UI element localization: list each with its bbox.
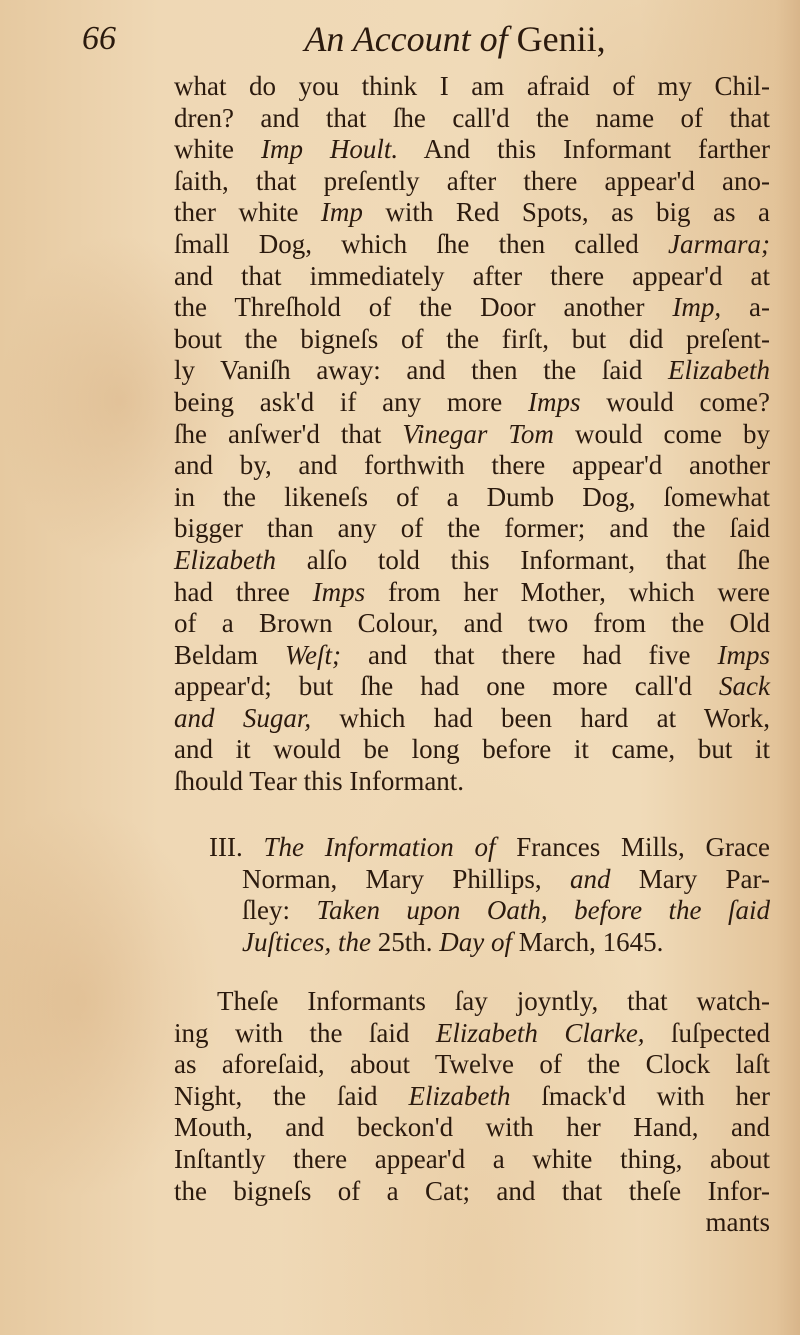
running-title-italic: An Account of: [304, 19, 508, 59]
text-line: [174, 927, 770, 959]
text-line: [174, 134, 770, 166]
running-title-roman: Genii,: [516, 19, 606, 59]
text: And this Informant farther: [398, 134, 770, 165]
text-line: [174, 895, 770, 927]
text: the Threſhold of the Door another: [174, 292, 673, 323]
text-line: [174, 387, 770, 419]
text: bigger than any of the former; and the ſaid: [174, 513, 770, 544]
text: white: [174, 134, 261, 165]
italic-text: Elizabeth: [408, 1080, 511, 1111]
text: and by, and forthwith there appear'd another: [174, 450, 770, 481]
text: ſley:: [242, 895, 317, 926]
text: 25th.: [370, 926, 440, 957]
italic-text: Imps: [528, 386, 581, 417]
text-line: [174, 1081, 770, 1113]
text-line: [174, 1207, 770, 1239]
text-line: [174, 166, 770, 198]
text-line: [174, 545, 770, 577]
text-line: [174, 766, 770, 798]
text: appear'd; but ſhe had one more call'd: [174, 671, 720, 702]
text-line: [174, 197, 770, 229]
text: ſuſpected: [644, 1017, 770, 1048]
text-line: [174, 671, 770, 703]
text: III.: [209, 832, 264, 862]
paragraph-2-heading: [174, 832, 770, 958]
text: ly Vaniſh away: and then the ſaid: [174, 355, 668, 386]
italic-text: The Information of: [263, 832, 496, 862]
text: dren? and that ſhe call'd the name of that: [174, 102, 770, 133]
text-line: [174, 324, 770, 356]
page-number: 66: [82, 20, 116, 57]
text-line: [174, 482, 770, 514]
text: and that there had five: [341, 639, 718, 670]
italic-text: Vinegar Tom: [402, 418, 554, 449]
text-line: [174, 1176, 770, 1208]
text: with Red Spots, as big as a: [362, 197, 770, 228]
paragraph-1: [174, 71, 770, 798]
paragraph-3: [174, 986, 770, 1239]
text: of a Brown Colour, and two from the Old: [174, 608, 770, 639]
text-line: [174, 734, 770, 766]
text: ing with the ſaid: [174, 1017, 436, 1048]
italic-text: Weſt;: [285, 639, 341, 670]
text-line: [174, 450, 770, 482]
text-line: [174, 1049, 770, 1081]
italic-text: Elizabeth: [174, 544, 276, 575]
text: ſhould Tear this Informant.: [174, 766, 465, 797]
text: which had been hard at Work,: [311, 702, 770, 733]
italic-text: Taken upon Oath, before the ſaid: [316, 895, 770, 926]
text-line: [174, 71, 770, 103]
text: Norman, Mary Phillips,: [242, 863, 570, 894]
italic-text: Day of: [439, 926, 512, 957]
italic-text: and Sugar,: [174, 702, 312, 733]
text: Mary Par-: [610, 863, 770, 894]
text-line: [174, 229, 770, 261]
text-line: [174, 103, 770, 135]
text-line: [174, 419, 770, 451]
text: ſhe anſwer'd that: [174, 418, 403, 449]
italic-text: Imp Hoult.: [260, 134, 399, 165]
italic-text: Juſtices, the: [242, 926, 371, 957]
text: and that immediately after there appear'd at: [174, 260, 770, 291]
text: ther white: [174, 197, 321, 228]
text: ſmack'd with her: [510, 1080, 770, 1111]
italic-text: Sack: [719, 671, 770, 702]
text: a-: [721, 292, 770, 323]
text: in the likeneſs of a Dumb Dog, ſomewhat: [174, 481, 770, 512]
text-line: [174, 864, 770, 896]
text: bout the bigneſs of the firſt, but did preſent-: [174, 323, 770, 354]
italic-text: Imps: [312, 576, 366, 607]
text: and it would be long before it came, but it: [174, 734, 770, 765]
text: ſaith, that preſently after there appear'd ano-: [174, 165, 770, 196]
text: Beldam: [174, 639, 285, 670]
text: Mouth, and beckon'd with her Hand, and: [174, 1112, 770, 1143]
text: from her Mother, which were: [365, 576, 770, 607]
text: would come?: [580, 386, 770, 417]
text-line: [174, 1112, 770, 1144]
text: ſmall Dog, which ſhe then called: [174, 228, 668, 259]
text: alſo told this Informant, that ſhe: [276, 544, 770, 575]
italic-text: Jarmara;: [668, 228, 770, 259]
italic-text: Elizabeth: [668, 355, 770, 386]
text: as aforeſaid, about Twelve of the Clock laſt: [174, 1049, 770, 1080]
text: what do you think I am afraid of my Chil-: [174, 71, 770, 101]
text-line: [174, 640, 770, 672]
text-line: [174, 1018, 770, 1050]
text-line: [174, 1144, 770, 1176]
text: would come by: [553, 418, 770, 449]
italic-text: Imps: [717, 639, 770, 670]
text-line: [174, 832, 770, 864]
italic-text: and: [569, 863, 611, 894]
text: March, 1645.: [511, 926, 664, 957]
text: Inſtantly there appear'd a white thing, about: [174, 1143, 770, 1174]
italic-text: Imp: [320, 197, 363, 228]
text-line: [174, 577, 770, 609]
text-line: [174, 513, 770, 545]
text-line: [174, 703, 770, 735]
text: Frances Mills, Grace: [495, 832, 770, 862]
running-title: [0, 18, 800, 60]
text-line: [174, 292, 770, 324]
text: had three: [174, 576, 313, 607]
text: the bigneſs of a Cat; and that theſe Infor-: [174, 1175, 770, 1206]
text: mants: [705, 1207, 770, 1238]
text-line: [174, 355, 770, 387]
text: being ask'd if any more: [174, 386, 529, 417]
italic-text: Imp,: [672, 292, 722, 323]
text-line: [174, 986, 770, 1018]
italic-text: Elizabeth Clarke,: [435, 1017, 645, 1048]
text-line: [174, 261, 770, 293]
text: Night, the ſaid: [174, 1080, 409, 1111]
text: Theſe Informants ſay joyntly, that watch-: [217, 986, 770, 1016]
text-line: [174, 608, 770, 640]
